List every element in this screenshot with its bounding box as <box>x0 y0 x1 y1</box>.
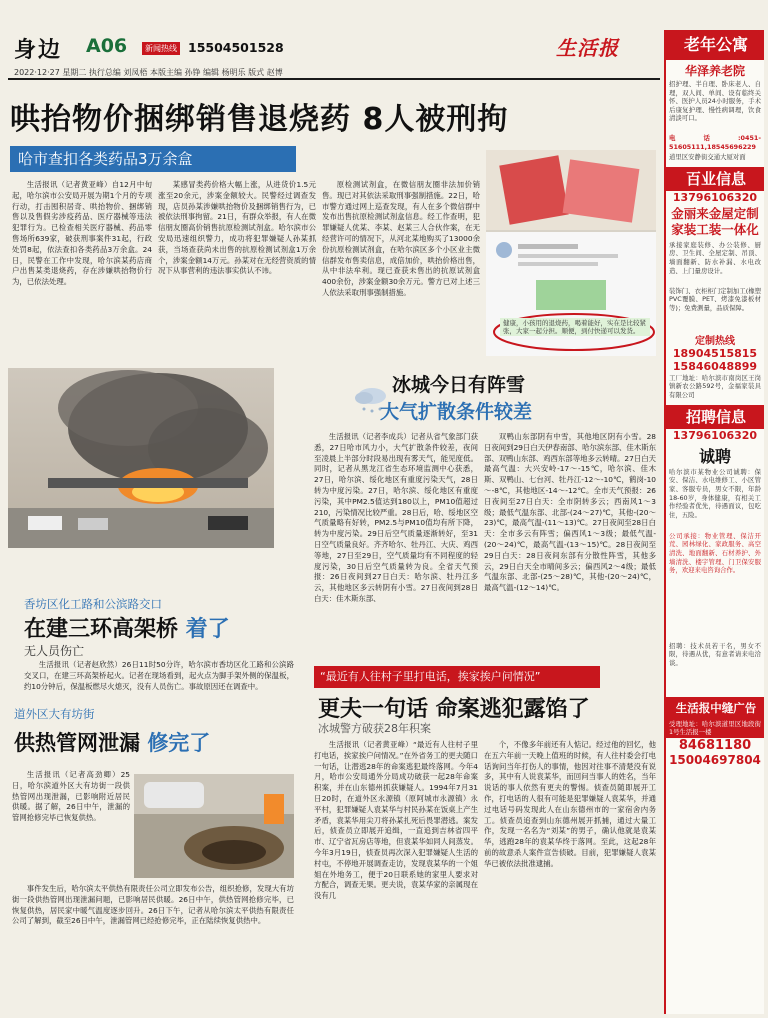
sidebar-ad2-text2: 装饰门、衣柜柜门定制加工(橡塑PVC覆膜、PET、烤漆免漆板材等)；免费测量，品质保障。 <box>669 286 761 312</box>
bridge-fire-photo <box>8 368 274 548</box>
pipe-repair-photo <box>134 774 294 878</box>
article3-subhead: 大气扩散条件较差 <box>380 401 533 423</box>
sidebar-phone6: 84681180 <box>678 737 752 753</box>
article5-kicker: 道外区大有坊街 <box>14 707 95 721</box>
article5-body-bottom: 事件发生后，哈尔滨太平供热有限责任公司立即发布公告，组织抢修，发现大有坊街一段供热管网出现泄漏问题，已影响居民供暖。26日中午，供热管网抢修完毕，已恢复供热，居民家中暖气温度逐步回升。26日下午，记者从哈尔滨太平供热有限责任公司了解到，截至26日中午，泄漏管网已经抢修完毕，正在陆续恢复供热中。 <box>12 884 294 926</box>
sidebar-ad2-head: 金丽来金屋定制家装工装一体化 <box>671 205 759 237</box>
sidebar-title-ads: 生活报中缝广告 <box>666 697 764 719</box>
article1-photo <box>486 150 656 356</box>
classified-sidebar <box>664 30 764 1014</box>
sidebar-phone5: 13796106320 <box>672 428 758 442</box>
pipe-repair-graphic <box>134 774 294 878</box>
sidebar-ad1-text: 招护理、半自理、卧床老人、自理，双人间、单间、设有临终关怀、医护人员24小时服务，手术后康复护理、慢性病调理，饮食清淡可口。 <box>669 80 761 123</box>
article1-col2: 某感冒类药价格大幅上涨，从进货价1.5元涨至20余元，涉案金额较大。民警经过调查发现，店员孙某涉嫌哄抬物价及捆绑销售行为，已被依法刑事拘留。21日，有群众举报，有人在微信朋友圈高价销售抗原检测试剂盒。哈尔滨市公安局迅速组织警力，成功将犯罪嫌疑人孙某抓获，当场查获尚未出售的抗原检测试剂盒1万余个，涉案金额14万元。孙某对在无经营资质的情况下从事营利的违法事实供认不讳。 <box>158 180 316 276</box>
sidebar-phone3: 18904515815 <box>672 346 758 360</box>
article2-headline: 在建三环高架桥 着了 <box>24 616 230 642</box>
sidebar-ad3-text: 哈尔滨市某物业公司诚聘：保安、保洁、水电维修工、小区管家、客服专员，男女不限，年龄18-60岁，身体健康，有相关工作经验者优先，待遇面议，包吃住，五险。 <box>669 467 761 519</box>
section-name: 身边 <box>14 37 63 63</box>
masthead-rule <box>8 78 660 80</box>
sidebar-addr2: 工厂地址：哈尔滨市南岗区王岗镇新农公路592号，金福家装具有限公司 <box>669 373 761 399</box>
hotline-tag: 新闻热线 <box>142 42 180 55</box>
newspaper-logo: 生活报 <box>556 36 619 60</box>
article4-col1: 生活报讯（记者黄亚峰）“最近有人往村子里打电话，挨家挨户问情况。”在外省务工的更夫随口一句话，让潜逃28年的命案逃犯最终落网。今年4月，哈市公安局通外分局成功破获一起28年命案积案，并在山东德州抓获嫌疑人。1994年7月31日20时，在道外区永源镇（原阿城市永源镇）永平村，犯罪嫌疑人袁某华与村民孙某在饭桌上产生矛盾，袁某华用尖刀将孙某扎死后畏罪潜逃。案发后，侦查员立即展开追缉，一直追到吉林省四平市、辽宁省瓦房店等地，但袁某华如同人间蒸发。今年3月19日，侦查员再次深入犯罪嫌疑人生活的村屯，不停地开展调查走访，发现袁某华的一个姐姐在外地务工，便于20日联系她的家里人要求对方配合，调查无果。更夫说，袁某华家的亲属现在没有几 <box>314 740 478 901</box>
article3-headline: 冰城今日有阵雪 <box>392 374 526 396</box>
sidebar-addr1: 道里区安静街交通大厦对面 <box>669 153 746 162</box>
article2-note: 无人员伤亡 <box>24 644 85 658</box>
sidebar-ad3-text2: 公司承接：物业管理、保洁开荒、园林绿化、家政服务、高空清洗、地面翻新、石材养护、外墙清洗、楼宇管理、门卫保安服务，欢迎来电咨询合作。 <box>669 531 761 575</box>
article1-col3: 原检测试剂盒，在微信朋友圈非法加价销售。现已对其依法采取刑事强制措施。22日，哈市警方通过网上巡查发现，有人在多个微信群中发布出售抗原检测试剂盒信息。经工作查明，犯罪嫌疑人优某、李某、赵某三人合伙作案，在无经营许可的情况下，从河北某地购买了13000余份抗原检测试剂盒，在哈尔滨区多个小区业主微信群发布售卖信息，成倍加价，哄抬价格出售，从中非法牟利。现已查获未售出的抗原试剂盒400余份，涉案金额30余万元。警方已对上述三人依法采取刑事强制措施。 <box>322 180 480 297</box>
article3-col1: 生活报讯（记者李成兵）记者从省气象部门获悉，27日哈市风力小，大气扩散条件较差，夜间至凌晨上半部分时段易出现有雾天气，能见度低。同时，记者从黑龙江省生态环境监测中心获悉，27日，哈尔滨、绥化地区有重度污染天气，28日转为中度污染。27日，哈尔滨、绥化地区有重度污染，其中PM2.5值达到180以上，PM10值超过210，污染情况比较严重。28日后，哈、绥地区空气质量略有好转，PM2.5与PM10值均有所下降，转为中度污染。29日后空气质量逐渐转好，至31日空气质量良好。齐齐哈尔、牡丹江、大庆、鸡西等地，27日至29日，空气质量均有不同程度的轻度污染，30日后空气质量转为良。全省天气预报：26日夜间到27日白天：哈尔滨、牡丹江多云，其他地区多云转阴有小雪。27日夜间到28日白天：佳木斯东部、 <box>314 432 478 603</box>
sidebar-title-hiring: 诚聘 <box>698 446 731 466</box>
sidebar-ad2-text: 承接家庭装修、办公装修、厨房、卫生间、全屋定制、吊顶、墙面翻新、防水补漏、水电改造、上门量房设计。 <box>669 240 761 275</box>
article1-col1: 生活报讯（记者黄亚峰）自12月中旬起，哈尔滨市公安局开展为期1个月的专项行动，打击囤积居奇、哄抬物价、捆绑销售以及售假劣涉疫药品、医疗器械等违法犯罪行为。已检查相关医疗器械、药品零售场所639家，破获刑事案件31起，行政处罚8起，依法查扣各类药品3万余盒。24日，民警在工作中发现，哈尔滨某药店商户出售某类退烧药，存在涉嫌哄抬物价行为，已依法处理。 <box>12 180 152 287</box>
article2-kicker: 香坊区化工路和公滨路交口 <box>24 597 162 611</box>
sidebar-phone7: 15004697804 <box>669 752 761 767</box>
sidebar-ad-contact: 受理地址：哈尔滨道里区地段街1号生活报一楼 <box>666 719 764 738</box>
sidebar-title-elderly: 老年公寓 <box>666 30 764 60</box>
article4-subhead: 冰城警方破获28年积案 <box>318 722 431 735</box>
article2-body: 生活报讯（记者赵欣然）26日11时50分许，哈尔滨市香坊区化工路和公滨路交叉口，在建三环高架桥起火。记者在现场看到，起火点为脚手架外侧的保温板，约10分钟后，保温板燃尽火熄灭，没有人员伤亡。事故原因还在调查中。 <box>24 660 294 691</box>
page-number: A06 <box>86 35 128 57</box>
sidebar-org1: 华泽养老院 <box>684 64 745 78</box>
article4-banner: “最近有人往村子里打电话，挨家挨户问情况” <box>314 666 600 688</box>
sidebar-phone4: 15846048899 <box>672 359 758 373</box>
fire-photo-graphic <box>8 368 274 548</box>
article5-body-top: 生活报讯（记者高劲卿）25日，哈尔滨道外区大有坊街一段供热管网出现泄漏，已影响附近居民供暖。据了解，26日中午，泄漏的管网抢修完毕已恢复供热。 <box>12 770 130 823</box>
sidebar-ad3-text3: 招聘：技术员若干名，男女不限，待遇从优，有意者请来电洽谈。 <box>669 641 761 667</box>
article5-headline: 供热管网泄漏 修完了 <box>14 730 211 755</box>
article1-subhead: 哈市查扣各类药品3万余盒 <box>10 146 296 172</box>
date-editor-line: 2022·12·27 星期二 执行总编 刘凤梧 本版主编 孙铮 编辑 杨明乐 版式 赵博 <box>14 68 283 77</box>
hotline-number: 15504501528 <box>188 40 284 55</box>
article3-col2: 双鸭山东部阴有中雪，其他地区阴有小雪。28日夜间到29日白天伊春南部、哈尔滨东部、佳木斯东部、双鸭山东部、鸡西东部等地多云转晴。27日白天最高气温：大兴安岭-17～-15℃，哈尔滨、佳木斯、双鸭山、七台河、牡丹江-12～-10℃，鹤岗-10～-8℃，其他地区-14～-12℃。全市天气预报：26日夜间至27日白天：全市阴转多云；西南风1～3级；最低气温东部、北部-(24～27)℃，其他-(20～23)℃，最高气温-(11～13)℃。27日夜间至28日白天：全市多云有阵雪；偏西风1～3级；最低气温-(20～24)℃，最高气温-(13～15)℃。28日夜间至29日白天：28日夜间东部有分散性阵雪，其他多云，29日白天全市晴间多云；偏西风2～4级；最低气温东部、北部-(25～28)℃，其他-(20～24)℃，最高气温-(12～14)℃。 <box>484 432 656 593</box>
article1-headline: 哄抬物价捆绑销售退烧药 8人被刑拘 <box>10 102 509 137</box>
chat-snippet: 健康，小孩用的退烧药，喝着能好，实在是比较紧张，大家一起分担。顺便，到付快递可以发货。 <box>500 318 650 336</box>
article4-headline: 更夫一句话 命案逃犯露馅了 <box>318 696 590 722</box>
sidebar-phone2: 13796106320 <box>672 190 758 204</box>
article4-col2: 个，不像多年前还有人惦记。经过他的回忆，他在五六年前一天晚上值班的时候，有人往村委会打电话询问当年打伤人的事情，他因对往事不清楚没有说多，其中有人说袁某华，而回问当事人的姓名，当年说话的事人依然有更夫的警惕。侦查员随即展开工作，打电话的人很有可能是犯罪嫌疑人袁某华，并通过电话号码发现此人在山东德州市的一家宿舍内务工。侦查员追查到山东德州展开抓捕，通过大量工作，发现一名名为“刘某”的男子，确认他就是袁某华，逃跑28年的袁某华终于落网。至此，这起28年前的故意杀人案件宣告侦破。目前，犯罪嫌疑人袁某华已被依法批准逮捕。 <box>484 740 656 868</box>
sidebar-ad2-phone-label: 定制热线 <box>695 335 735 347</box>
sidebar-title-jobs: 招聘信息 <box>666 405 764 429</box>
sidebar-title-business: 百业信息 <box>666 167 764 191</box>
sidebar-phone1: 电话:0451-51605111,18545696229 <box>669 134 761 151</box>
